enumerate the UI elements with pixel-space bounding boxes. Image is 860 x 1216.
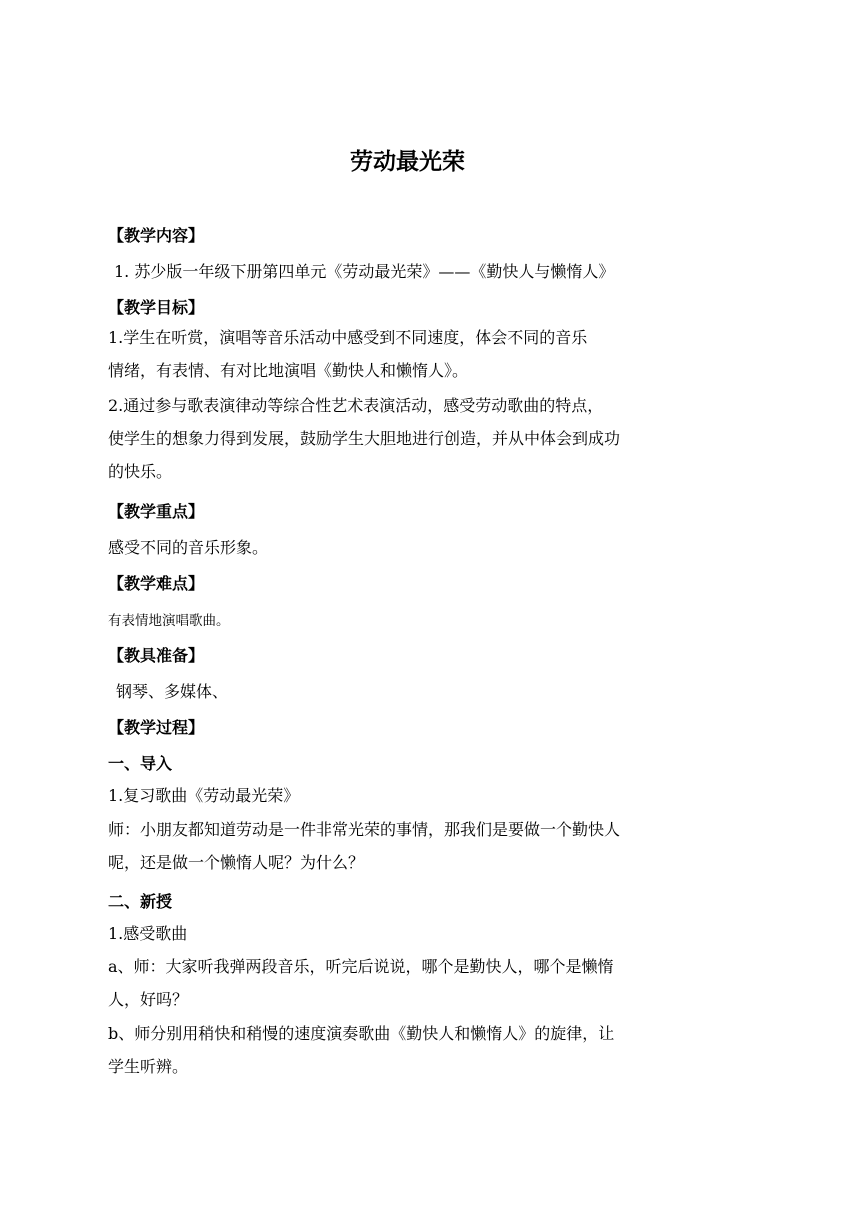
- section-heading-difficulties: 【教学难点】: [108, 574, 205, 593]
- step-1-teacher-line-1: 师：小朋友都知道劳动是一件非常光荣的事情，那我们是要做一个勤快人: [108, 820, 621, 839]
- step-2-b-line-1: b、师分别用稍快和稍慢的速度演奏歌曲《勤快人和懒惰人》的旋律，让: [108, 1024, 615, 1043]
- section-heading-content: 【教学内容】: [108, 226, 205, 245]
- goal-2-line-3: 的快乐。: [108, 462, 173, 481]
- goal-2-line-1: 2.通过参与歌表演律动等综合性艺术表演活动，感受劳动歌曲的特点，: [108, 396, 604, 415]
- content-item: 1. 苏少版一年级下册第四单元《劳动最光荣》——《勤快人与懒惰人》: [114, 262, 615, 281]
- step-2-heading: 二、新授: [108, 892, 173, 911]
- difficulties-text: 有表情地演唱歌曲。: [108, 613, 230, 629]
- step-1-heading: 一、导入: [108, 754, 173, 773]
- step-2-item: 1.感受歌曲: [108, 924, 188, 943]
- goal-1-line-1: 1.学生在听赏，演唱等音乐活动中感受到不同速度，体会不同的音乐: [108, 328, 588, 347]
- tools-text: 钢琴、多媒体、: [116, 682, 229, 701]
- step-1-teacher-line-2: 呢，还是做一个懒惰人呢？为什么？: [108, 853, 365, 872]
- step-2-a-line-2: 人，好吗？: [108, 990, 189, 1009]
- step-2-b-line-2: 学生听辨。: [108, 1057, 189, 1076]
- goal-2-line-2: 使学生的想象力得到发展，鼓励学生大胆地进行创造，并从中体会到成功: [108, 429, 621, 448]
- document-title: 劳动最光荣: [350, 149, 465, 175]
- goal-1-line-2: 情绪，有表情、有对比地演唱《勤快人和懒惰人》。: [108, 361, 469, 380]
- section-heading-key-points: 【教学重点】: [108, 502, 205, 521]
- section-heading-goals: 【教学目标】: [108, 298, 205, 317]
- step-2-a-line-1: a、师：大家听我弹两段音乐，听完后说说，哪个是勤快人，哪个是懒惰: [108, 957, 614, 976]
- section-heading-process: 【教学过程】: [108, 718, 205, 737]
- step-1-item: 1.复习歌曲《劳动最光荣》: [108, 786, 300, 805]
- section-heading-tools: 【教具准备】: [108, 646, 205, 665]
- key-points-text: 感受不同的音乐形象。: [108, 538, 269, 557]
